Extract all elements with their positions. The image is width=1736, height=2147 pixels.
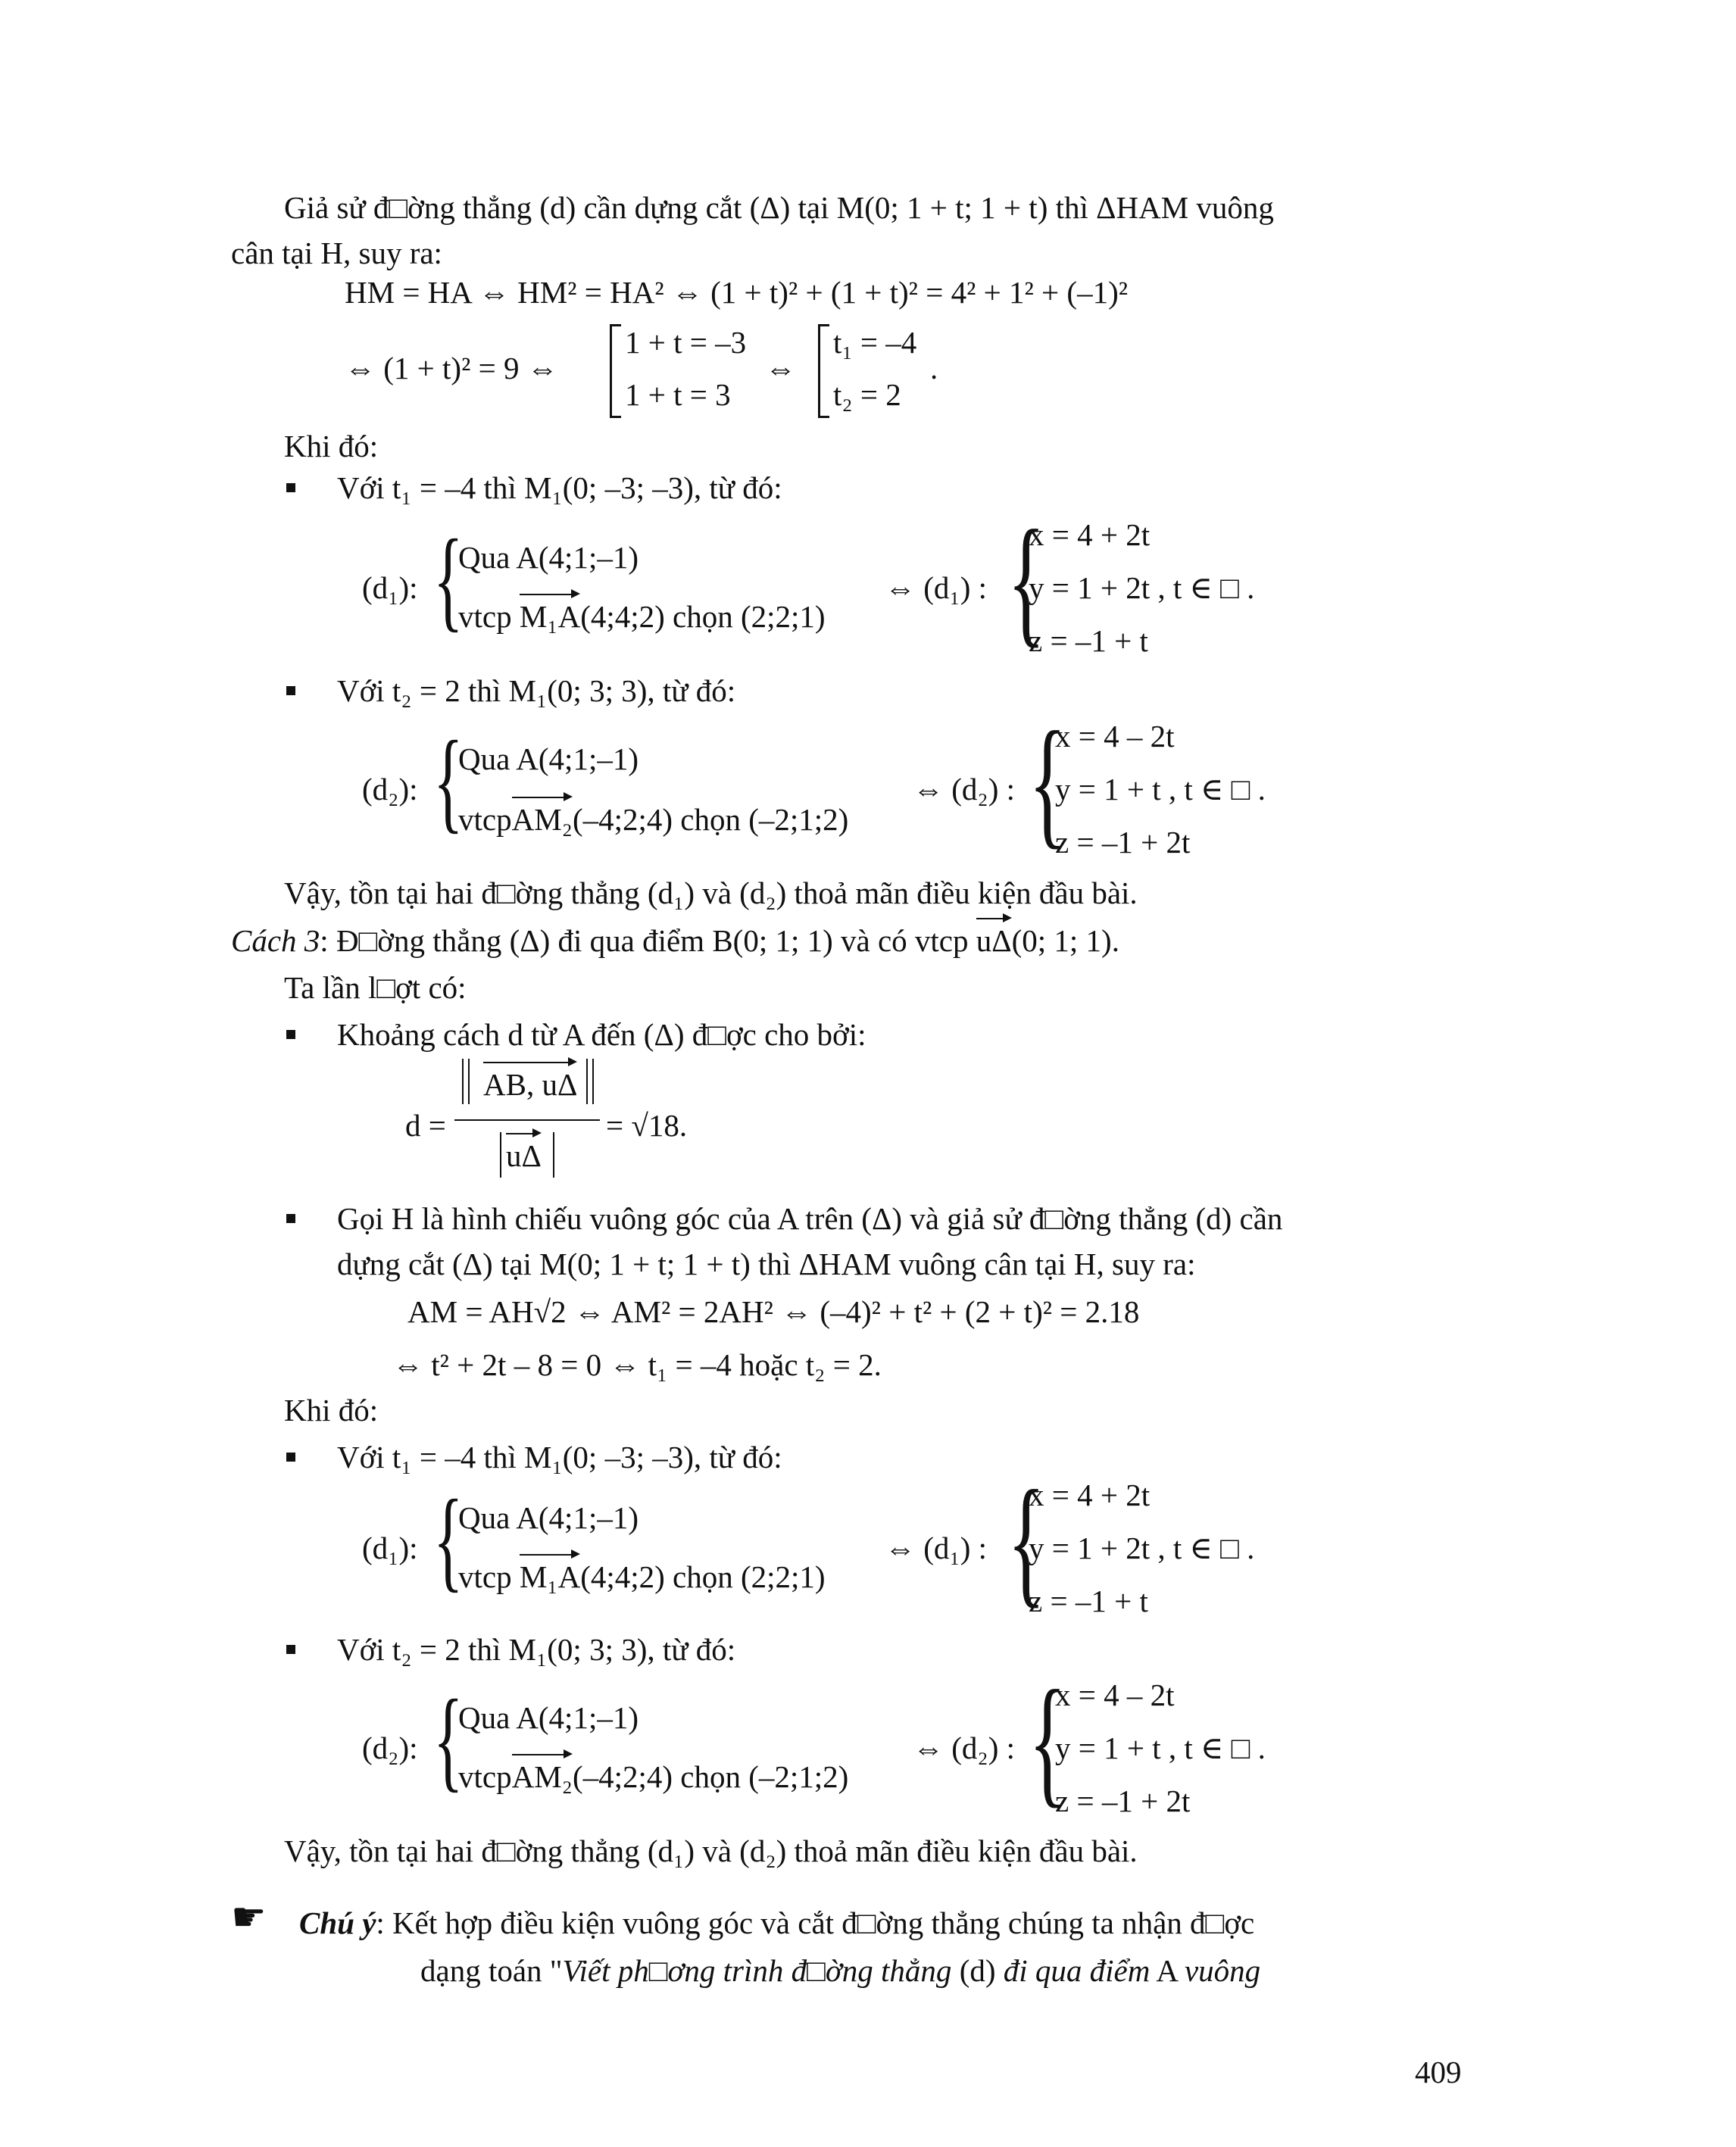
vector-m1a: M₁A	[520, 1559, 580, 1596]
d1-line-1: Qua A(4;1;–1)	[458, 540, 639, 575]
distance-intro: Khoảng cách d từ A đến (Δ) đ□ợc cho bởi:	[337, 1017, 866, 1052]
conclusion-1: Vậy, tồn tại hai đ□ờng thẳng (d₁) và (d₂) thoả mãn điều kiện đầu bài.	[284, 875, 1138, 910]
vector-coords: (4;4;2) chọn (2;2;1)	[580, 1559, 826, 1594]
note-text-2e: A	[1150, 1953, 1185, 1988]
d1-equiv-repeat: ⇔ (d₁) :	[885, 1531, 987, 1565]
note-text-2a: dạng toán "	[420, 1953, 563, 1988]
d2-line-2	[458, 801, 848, 838]
vtcp-label: vtcp	[458, 1559, 520, 1594]
d1-label: (d₁):	[362, 570, 418, 605]
equation-square-9: ⇔ (1 + t)² = 9 ⇔	[345, 351, 558, 385]
method-3-heading	[231, 922, 1119, 960]
d1-param-x: x = 4 + 2t	[1029, 517, 1151, 552]
bullet-icon	[286, 1030, 295, 1039]
d-result: = √18.	[606, 1108, 688, 1143]
vector-ab-u: AB, uΔ	[483, 1066, 577, 1103]
projection-line-1: Gọi H là hình chiếu vuông góc của A trên (Δ) và giả sử đ□ờng thẳng (d) cần	[337, 1201, 1283, 1236]
brace-left-icon: {	[433, 1677, 464, 1802]
d2-label-repeat: (d₂):	[362, 1730, 418, 1765]
equation-quadratic: ⇔ t² + 2t – 8 = 0 ⇔ t₁ = –4 hoặc t₂ = 2.	[392, 1347, 882, 1382]
bullet-icon	[286, 1214, 295, 1223]
ta-lan-luot: Ta lần l□ợt có:	[284, 970, 467, 1005]
vtcp-label: vtcp	[458, 599, 520, 634]
fraction-numerator	[483, 1066, 577, 1103]
d2-param-x: x = 4 – 2t	[1055, 719, 1175, 754]
d1-line-2	[458, 598, 826, 635]
note-text-2f: vuông	[1184, 1953, 1261, 1988]
case-2-intro-repeat: Với t₂ = 2 thì M₁(0; 3; 3), từ đó:	[337, 1632, 736, 1667]
note-label: Chú ý	[299, 1905, 376, 1940]
note-text-2c: (d)	[951, 1953, 1004, 1988]
vector-coords: (–4;2;4) chọn (–2;1;2)	[572, 802, 849, 837]
d1-param-y: y = 1 + 2t , t ∈ □ .	[1029, 570, 1255, 605]
d2-line-2-repeat	[458, 1758, 848, 1796]
d1-param-y-repeat: y = 1 + 2t , t ∈ □ .	[1029, 1531, 1255, 1565]
fraction-denominator	[506, 1137, 542, 1175]
system-1-row-1: 1 + t = –3	[625, 325, 747, 360]
brace-left-icon: {	[1007, 501, 1046, 660]
system-2-row-1: t₁ = –4	[833, 325, 917, 360]
method-3-text: : Đ□ờng thẳng (Δ) đi qua điểm B(0; 1; 1) và có vtcp	[320, 923, 969, 958]
note-line-1	[299, 1905, 1254, 1942]
case-2-intro: Với t₂ = 2 thì M₁(0; 3; 3), từ đó:	[337, 673, 736, 708]
page-number: 409	[1415, 2055, 1462, 2089]
d2-line-1: Qua A(4;1;–1)	[458, 741, 639, 776]
pointing-hand-icon: ☛	[231, 1896, 267, 1939]
d2-line-1-repeat: Qua A(4;1;–1)	[458, 1700, 639, 1735]
brace-left-icon: {	[433, 516, 464, 642]
conclusion-2: Vậy, tồn tại hai đ□ờng thẳng (d₁) và (d₂) thoả mãn điều kiện đầu bài.	[284, 1833, 1138, 1868]
vector-coords: (4;4;2) chọn (2;2;1)	[580, 599, 826, 634]
d1-param-z: z = –1 + t	[1029, 623, 1148, 658]
system-1-row-2: 1 + t = 3	[625, 377, 731, 412]
system-2-row-2: t₂ = 2	[833, 377, 901, 412]
method-3-label: Cách 3	[231, 923, 320, 958]
case-1-intro: Với t₁ = –4 thì M₁(0; –3; –3), từ đó:	[337, 470, 782, 505]
bullet-icon	[286, 1645, 295, 1654]
vector-coords: (–4;2;4) chọn (–2;1;2)	[572, 1759, 849, 1794]
equiv-symbol: ⇔	[765, 351, 796, 385]
d1-label-repeat: (d₁):	[362, 1531, 418, 1565]
period-mark: .	[930, 351, 938, 385]
d2-equiv-repeat: ⇔ (d₂) :	[913, 1730, 1015, 1765]
bracket-left-1	[610, 324, 621, 418]
vector-am2: AM₂	[512, 1758, 573, 1796]
equation-am-ah: AM = AH√2 ⇔ AM² = 2AH² ⇔ (–4)² + t² + (2 + t)² = 2.18	[407, 1294, 1140, 1329]
method-3-end: (0; 1; 1).	[1011, 923, 1119, 958]
d2-equiv: ⇔ (d₂) :	[913, 772, 1015, 807]
d1-equiv: ⇔ (d₁) :	[885, 570, 987, 605]
equation-hm-ha: HM = HA ⇔ HM² = HA² ⇔ (1 + t)² + (1 + t)² = 4² + 1² + (–1)²	[345, 275, 1129, 310]
d2-param-z-repeat: z = –1 + 2t	[1055, 1783, 1191, 1818]
note-line-2	[420, 1952, 1260, 1989]
khi-do-heading-2: Khi đó:	[284, 1393, 379, 1428]
vector-am2: AM₂	[512, 801, 573, 838]
vector-m1a: M₁A	[520, 598, 580, 635]
d2-param-z: z = –1 + 2t	[1055, 825, 1191, 860]
d2-param-x-repeat: x = 4 – 2t	[1055, 1677, 1175, 1712]
d2-label: (d₂):	[362, 772, 418, 807]
case-1-intro-repeat: Với t₁ = –4 thì M₁(0; –3; –3), từ đó:	[337, 1440, 782, 1475]
vtcp-label: vtcp	[458, 802, 512, 837]
khi-do-heading-1: Khi đó:	[284, 429, 379, 463]
projection-line-2: dựng cắt (Δ) tại M(0; 1 + t; 1 + t) thì ΔHAM vuông cân tại H, suy ra:	[337, 1247, 1196, 1281]
fraction-bar	[454, 1119, 600, 1121]
note-text-1: : Kết hợp điều kiện vuông góc và cắt đ□ờng thẳng chúng ta nhận đ□ợc	[376, 1905, 1255, 1940]
bullet-icon	[286, 686, 295, 695]
note-text-2b: Viết ph□ơng trình đ□ờng thẳng	[562, 1953, 952, 1988]
d2-param-y: y = 1 + t , t ∈ □ .	[1055, 772, 1266, 807]
d1-line-2-repeat	[458, 1559, 826, 1596]
paragraph-intro-line-1: Giả sử đ□ờng thẳng (d) cần dựng cắt (Δ) tại M(0; 1 + t; 1 + t) thì ΔHAM vuông	[284, 190, 1274, 225]
d2-param-y-repeat: y = 1 + t , t ∈ □ .	[1055, 1730, 1266, 1765]
brace-left-icon: {	[1029, 703, 1067, 862]
bullet-icon	[286, 1453, 295, 1462]
bracket-left-2	[818, 324, 829, 418]
brace-left-icon: {	[433, 1477, 464, 1602]
d1-param-x-repeat: x = 4 + 2t	[1029, 1478, 1151, 1512]
d-equals: d =	[405, 1108, 446, 1143]
d1-param-z-repeat: z = –1 + t	[1029, 1584, 1148, 1618]
bullet-icon	[286, 483, 295, 492]
vector-u-delta-den: uΔ	[506, 1137, 542, 1175]
brace-left-icon: {	[433, 718, 464, 844]
paragraph-intro-line-2: cân tại H, suy ra:	[231, 236, 442, 270]
vtcp-label: vtcp	[458, 1759, 512, 1794]
d1-line-1-repeat: Qua A(4;1;–1)	[458, 1500, 639, 1535]
brace-left-icon: {	[1029, 1662, 1067, 1821]
brace-left-icon: {	[1007, 1462, 1046, 1621]
note-text-2d: đi qua điểm	[1003, 1953, 1151, 1988]
vector-u-delta: uΔ	[976, 922, 1012, 960]
